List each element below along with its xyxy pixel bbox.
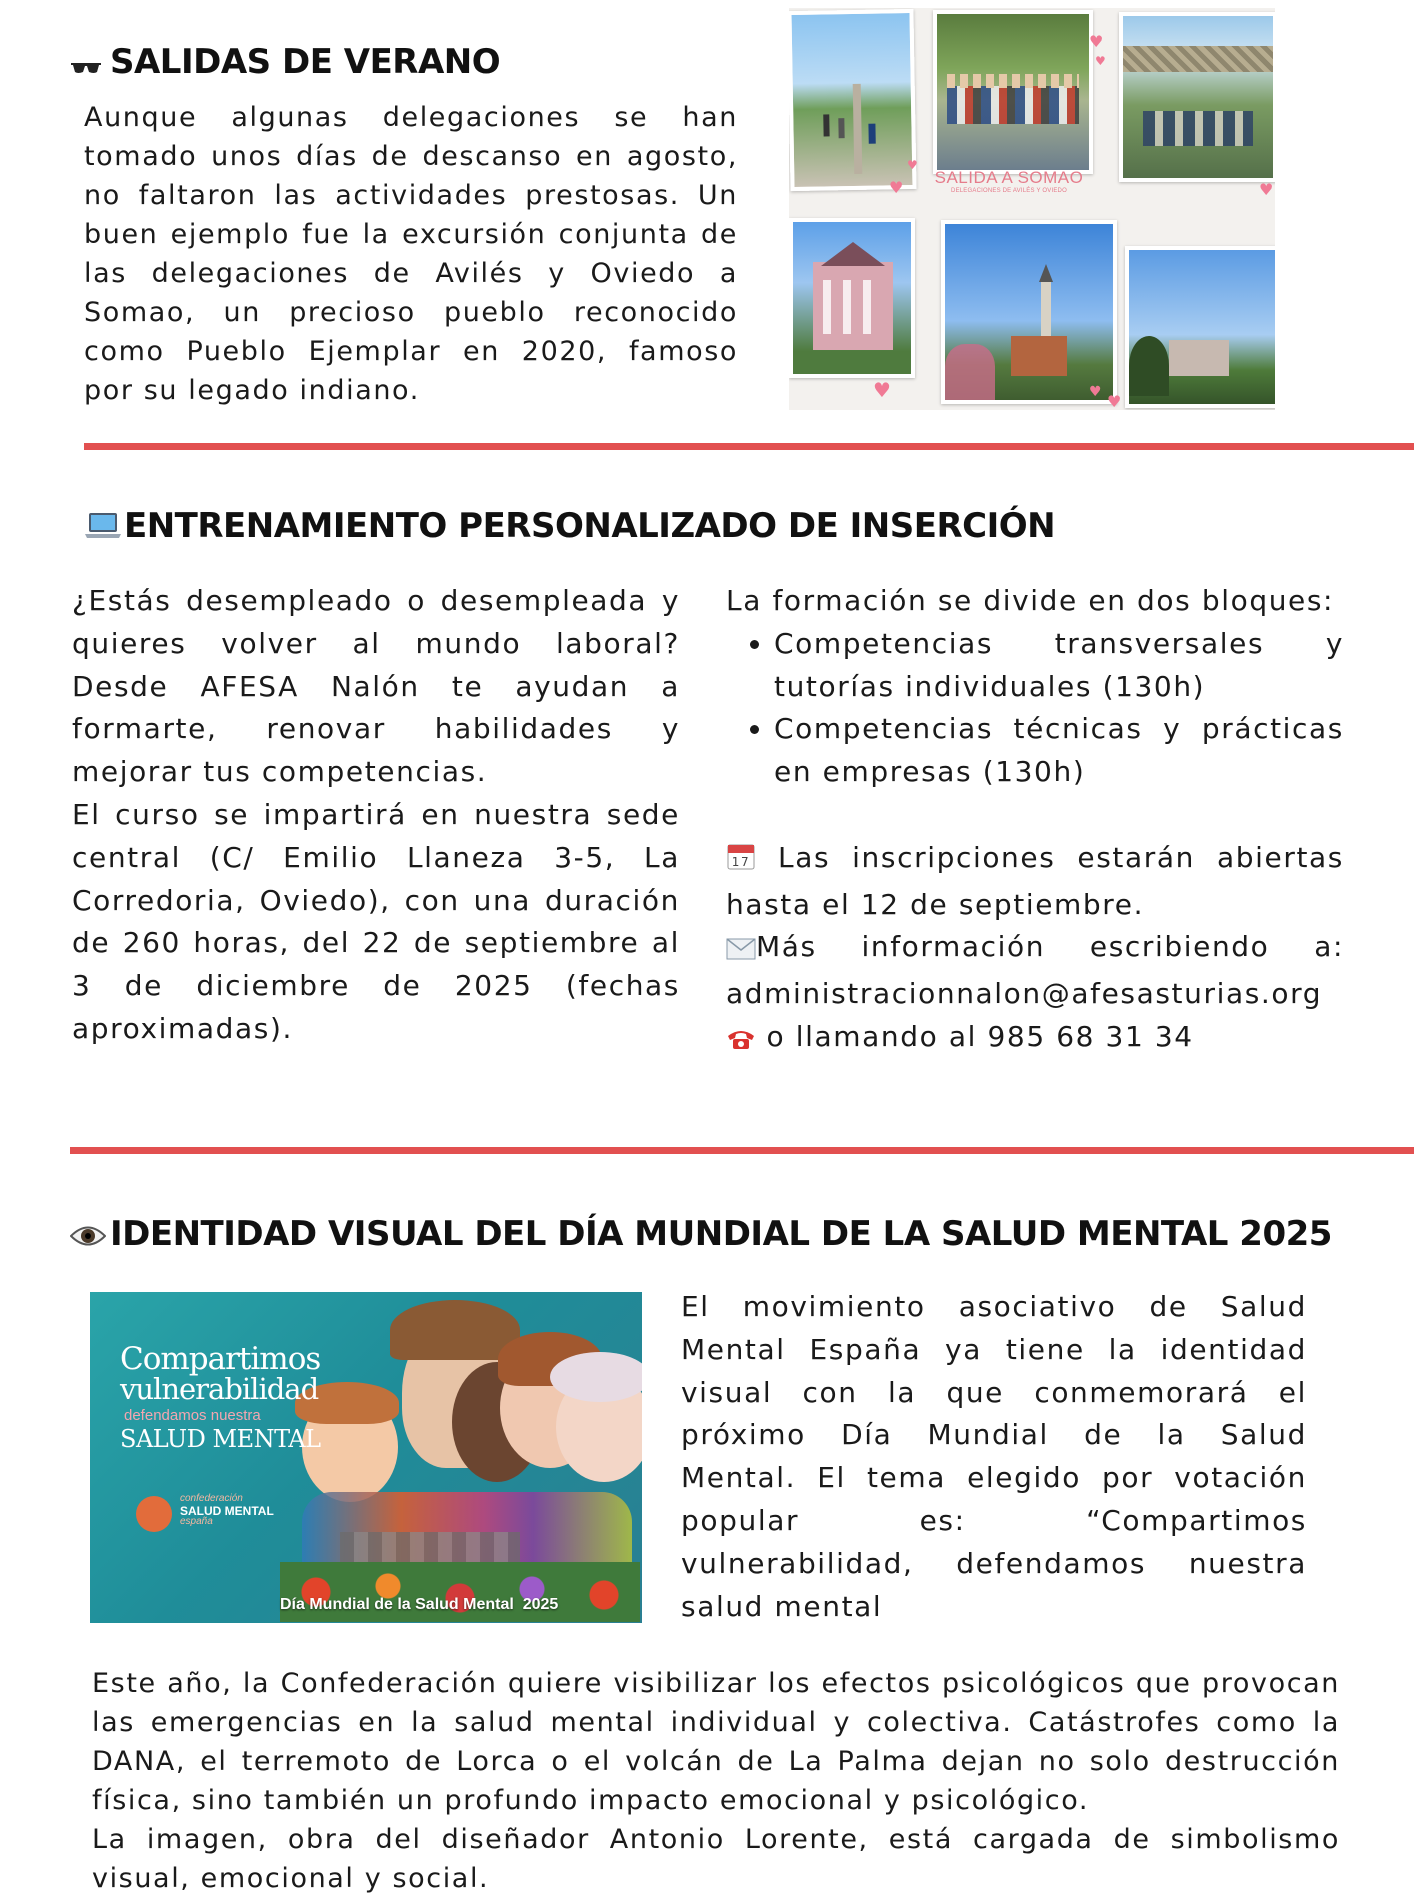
photo-house-trees xyxy=(1125,246,1275,408)
entrenamiento-details: El curso se impartirá en nuestra sede central (C/ Emilio Llaneza 3-5, La Corredoria, Oviedo), con una duración de 260 horas, del 22 de septiembre al 3 de diciembre de 2025 (fechas aproximadas). xyxy=(72,797,680,1045)
calendar-icon xyxy=(726,841,756,884)
salud-mental-poster: Compartimos vulnerabilidad defendamos nuestra SALUD MENTAL confederación SALUD MENTAL españa Día Mundial de la Salud Mental 2025 xyxy=(90,1292,642,1623)
identidad-right-text: El movimiento asociativo de Salud Mental España ya tiene la identidad visual con la que conmemorará el próximo Día Mundial de la Salud Mental. El tema elegido por votación popular es: “Compartimos vulnerabilidad, defendamos nuestra salud mental xyxy=(681,1290,1307,1623)
section-title-salidas: SALIDAS DE VERANO xyxy=(70,42,500,84)
photo-road-walk xyxy=(789,9,917,191)
collage-caption: SALIDA A SOMAO DELEGACIONES DE AVILÉS Y OVIEDO xyxy=(934,168,1084,194)
sunglasses-icon xyxy=(70,44,102,84)
laptop-icon xyxy=(84,508,122,548)
entrenamiento-left-column xyxy=(72,580,680,1051)
svg-text:17: 17 xyxy=(731,854,751,869)
identidad-bottom-p1: Este año, la Confederación quiere visibilizar los efectos psicológicos que provocan las emergencias en la salud mental individual y colectiva. Catástrofes como la DANA, el terremoto de Lorca o el volcán de La Palma dejan no solo destrucción física, sino también un profundo impacto emocional y psicológico. xyxy=(92,1668,1340,1816)
divider-1 xyxy=(84,443,1414,450)
entrenamiento-right-column xyxy=(726,580,1344,1063)
contact-email[interactable]: administracionnalon@afesasturias.org xyxy=(726,977,1323,1011)
envelope-icon xyxy=(726,930,756,973)
identidad-bottom-p2: La imagen, obra del diseñador Antonio Lorente, está cargada de simbolismo visual, emocional y social. xyxy=(92,1824,1340,1894)
info-line: Más información escribiendo a: xyxy=(726,926,1344,973)
photo-church-tower xyxy=(941,220,1117,404)
eye-icon xyxy=(70,1216,106,1256)
bloque-item-2: • Competencias técnicas y prácticas en empresas (130h) xyxy=(774,708,1344,794)
section-title-entrenamiento: ENTRENAMIENTO PERSONALIZADO DE INSERCIÓN xyxy=(84,506,1055,548)
identidad-bottom-text xyxy=(92,1664,1340,1898)
bloques-list xyxy=(726,623,1344,794)
salidas-body: Aunque algunas delegaciones se han tomado unos días de descanso en agosto, no faltaron las actividades prestosas. Un buen ejemplo fue la excursión conjunta de las delegaciones de Avilés y Oviedo a Somao, un precioso pueblo reconocido como Pueblo Ejemplar en 2020, famoso por su legado indiano. xyxy=(84,102,738,406)
phone-line: o llamando al 985 68 31 34 xyxy=(726,1016,1344,1063)
bloque-item-1: • Competencias transversales y tutorías individuales (130h) xyxy=(774,623,1344,709)
telephone-icon xyxy=(726,1020,756,1063)
photo-group xyxy=(933,10,1093,174)
poster-headline: Compartimos vulnerabilidad defendamos nuestra SALUD MENTAL xyxy=(120,1341,321,1453)
section-title-identidad: IDENTIDAD VISUAL DEL DÍA MUNDIAL DE LA SALUD MENTAL 2025 xyxy=(70,1214,1332,1256)
photo-pink-house xyxy=(789,218,915,378)
salida-somao-collage: SALIDA A SOMAO DELEGACIONES DE AVILÉS Y OVIEDO ♥ ♥ ♥ ♥ ♥ ♥ ♥ ♥ xyxy=(789,8,1275,410)
photo-tent-lunch xyxy=(1119,12,1275,182)
bloques-intro: La formación se divide en dos bloques: xyxy=(726,584,1335,617)
entrenamiento-intro: ¿Estás desempleado o desempleada y quieres volver al mundo laboral? Desde AFESA Nalón te ayudan a formarte, renovar habilidades y mejorar tus competencias. xyxy=(72,584,680,789)
inscripciones-text: 17 Las inscripciones estarán abiertas hasta el 12 de septiembre. xyxy=(726,840,1344,921)
divider-2 xyxy=(70,1147,1414,1154)
poster-footer: Día Mundial de la Salud Mental 2025 xyxy=(280,1596,559,1613)
